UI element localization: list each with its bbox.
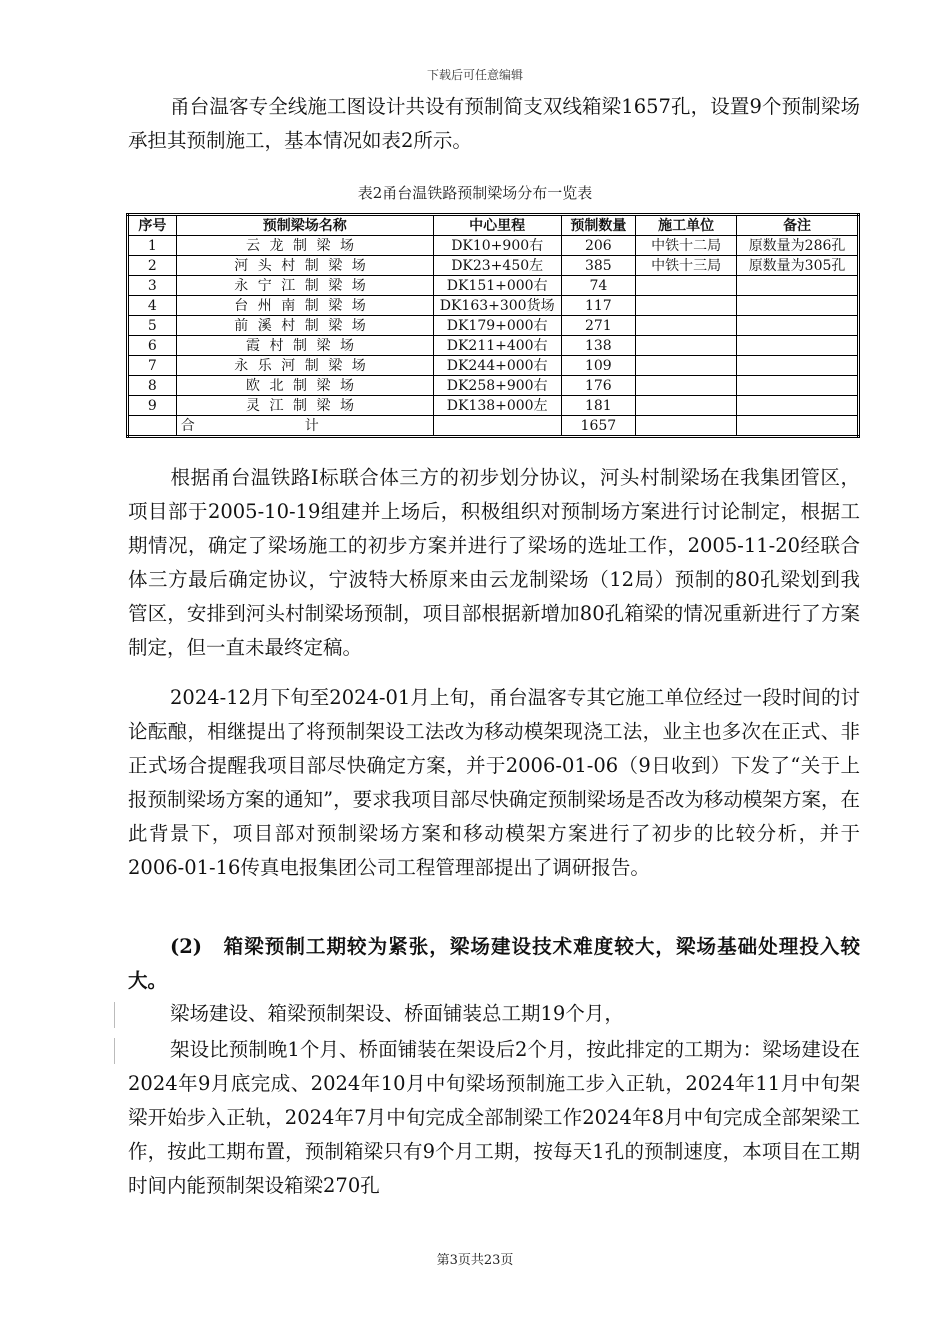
page-header: 下载后可任意编辑 bbox=[426, 68, 523, 82]
timeline-paragraph bbox=[128, 1033, 860, 1203]
intro-paragraph bbox=[128, 90, 860, 158]
precast-yard-table bbox=[126, 213, 860, 438]
section-heading bbox=[128, 930, 860, 998]
table-row: 9 灵江制梁场 DK138+000左 181 bbox=[128, 396, 859, 416]
col-header-yard-name: 预制梁场名称 bbox=[176, 215, 433, 236]
schedule-paragraph bbox=[128, 997, 860, 1031]
table-row: 1 云龙制梁场 DK10+900右 206 中铁十二局 原数量为286孔 bbox=[128, 236, 859, 256]
total-quantity: 1657 bbox=[561, 416, 636, 437]
agreement-text: 根据甬台温铁路I标联合体三方的初步划分协议，河头村制梁场在我集团管区，项目部于2005-10-19组建并上场后，积极组织对预制场方案进行讨论制定，根据工期情况，确定了梁场施工的初步方案并进行了梁场的选址工作，2005-11-20经联合体三方最后确定协议，宁波特大桥原来由云龙制梁场（12局）预制的80孔梁划到我管区，安排到河头村制梁场预制，项目部根据新增加80孔箱梁的情况重新进行了方案制定，但一直未最终定稿。 bbox=[128, 466, 860, 659]
table-row: 5 前溪村制梁场 DK179+000右 271 bbox=[128, 316, 859, 336]
table-row: 6 霞村制梁场 DK211+400右 138 bbox=[128, 336, 859, 356]
table-row: 2 河头村制梁场 DK23+450左 385 中铁十三局 原数量为305孔 bbox=[128, 256, 859, 276]
table-row: 3 永宁江制梁场 DK151+000右 74 bbox=[128, 276, 859, 296]
table-row: 7 永乐河制梁场 DK244+000右 109 bbox=[128, 356, 859, 376]
table-row: 8 欧北制梁场 DK258+900右 176 bbox=[128, 376, 859, 396]
col-header-quantity: 预制数量 bbox=[561, 215, 636, 236]
col-header-contractor: 施工单位 bbox=[636, 215, 737, 236]
page-footer: 第3页共23页 bbox=[436, 1253, 514, 1268]
agreement-paragraph bbox=[128, 461, 860, 665]
section-heading-text: (2) 箱梁预制工期较为紧张，梁场建设技术难度较大，梁场基础处理投入较大。 bbox=[128, 935, 860, 992]
col-header-no: 序号 bbox=[128, 215, 177, 236]
background-paragraph bbox=[128, 681, 860, 885]
table-total-row bbox=[128, 416, 859, 437]
intro-text: 甬台温客专全线施工图设计共设有预制简支双线箱梁1657孔，设置9个预制梁场承担其预制施工，基本情况如表2所示。 bbox=[128, 95, 860, 152]
schedule-text: 梁场建设、箱梁预制架设、桥面铺装总工期19个月， bbox=[170, 1002, 624, 1025]
revision-marker bbox=[114, 1002, 115, 1028]
total-label: 合计 bbox=[176, 416, 433, 437]
col-header-remark: 备注 bbox=[737, 215, 859, 236]
table-row: 4 台州南制梁场 DK163+300货场 117 bbox=[128, 296, 859, 316]
revision-marker bbox=[114, 1038, 115, 1064]
background-text: 2024-12月下旬至2024-01月上旬，甬台温客专其它施工单位经过一段时间的讨论酝酿，相继提出了将预制架设工法改为移动模架现浇工法，业主也多次在正式、非正式场合提醒我项目部尽快确定方案，并于2006-01-06（9日收到）下发了“关于上报预制梁场方案的通知”，要求我项目部尽快确定预制梁场是否改为移动模架方案，在此背景下，项目部对预制梁场方案和移动模架方案进行了初步的比较分析，并于2006-01-16传真电报集团公司工程管理部提出了调研报告。 bbox=[128, 686, 860, 879]
table-header-row bbox=[128, 215, 859, 236]
col-header-mileage: 中心里程 bbox=[433, 215, 561, 236]
table-caption: 表2甬台温铁路预制梁场分布一览表 bbox=[357, 184, 593, 202]
timeline-text: 架设比预制晚1个月、桥面铺装在架设后2个月，按此排定的工期为：梁场建设在2024年9月底完成、2024年10月中旬梁场预制施工步入正轨，2024年11月中旬架梁开始步入正轨，2024年7月中旬完成全部制梁工作2024年8月中旬完成全部架梁工作，按此工期布置，预制箱梁只有9个月工期，按每天1孔的预制速度，本项目在工期时间内能预制架设箱梁270孔 bbox=[128, 1038, 860, 1197]
